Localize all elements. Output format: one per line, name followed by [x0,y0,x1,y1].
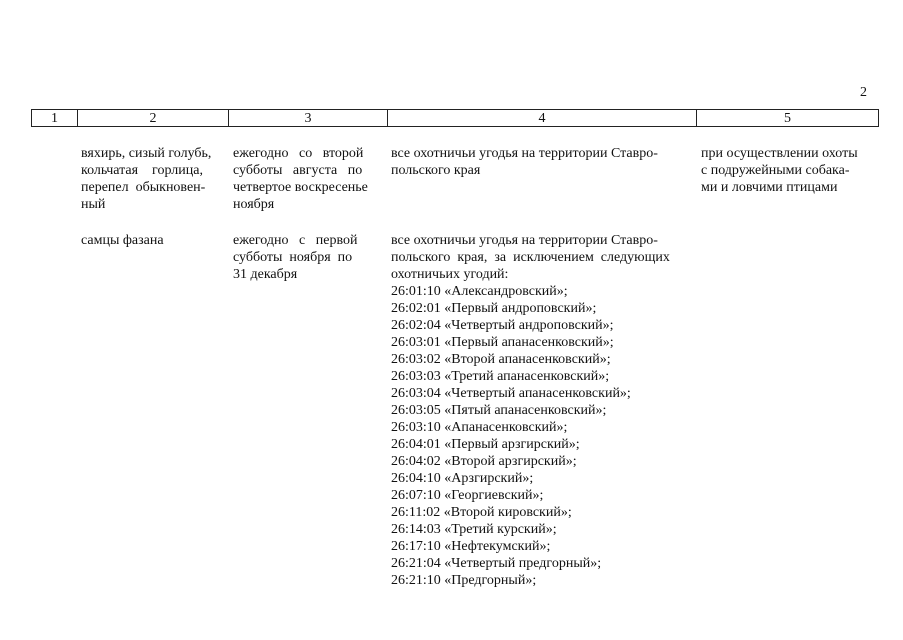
row-1-period: ежегодно со второй субботы августа по четвертое воскресенье ноября [233,146,368,212]
column-number-2: 2 [78,110,229,127]
column-number-1: 1 [32,110,78,127]
page-number: 2 [860,85,867,100]
column-number-header [31,109,879,127]
row-2-species: самцы фазана [81,233,164,248]
column-number-5: 5 [697,110,879,127]
row-1-conditions: при осуществлении охоты с подружейными собака- ми и ловчими птицами [701,146,858,195]
row-2-territory: все охотничьи угодья на территории Ставро- польского края, за исключением следующих охотничьих угодий: 26:01:10 «Александровский»; 26:02:01 «Первый андроповский»; 26:02:04 «Четвертый андроповский»; 26:03:01 «Первый апанасенковский»; 26:03:02 «Второй апанасенковский»; 26:03:03 «Третий апанасенковский»; 26:03:04 «Четвертый апанасенковский»; 26:03:05 «Пятый апанасенковский»; 26:03:10 «Апанасенковский»; 26:04:01 «Первый арзгирский»; 26:04:02 «Второй арзгирский»; 26:04:10 «Арзгирский»; 26:07:10 «Георгиевский»; 26:11:02 «Второй кировский»; 26:14:03 «Третий курский»; 26:17:10 «Нефтекумский»; 26:21:04 «Четвертый предгорный»; 26:21:10 «Предгорный»; [391,233,670,588]
row-2-period: ежегодно с первой субботы ноября по 31 декабря [233,233,358,282]
column-number-3: 3 [229,110,388,127]
column-number-4: 4 [388,110,697,127]
row-1-territory: все охотничьи угодья на территории Ставро- польского края [391,146,658,178]
row-1-species: вяхирь, сизый голубь, кольчатая горлица, перепел обыкновен- ный [81,146,212,212]
